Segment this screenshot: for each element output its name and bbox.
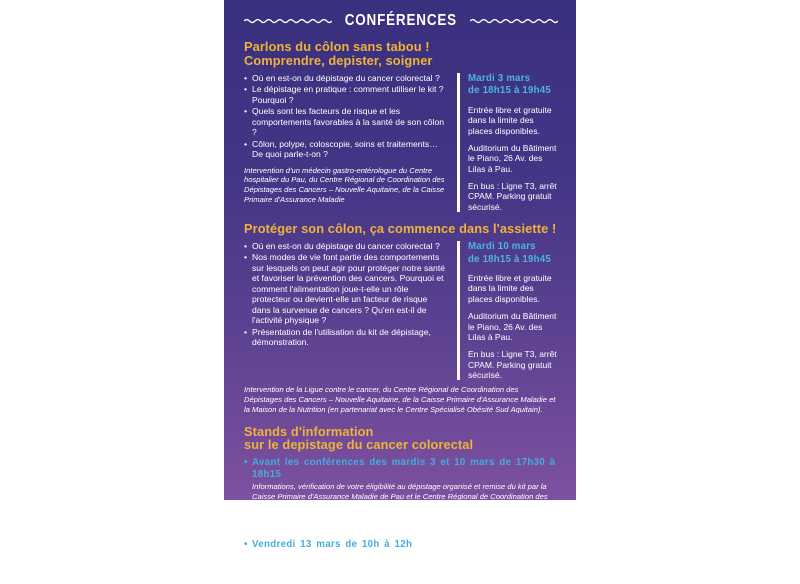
stand-item-1-note: Informations, vérification de votre éligibilité au dépistage organisé et remise du kit par la Caisse Primaire d'Assurance Maladie de Pau et le Centre Régional de Coordination des Dépistages des Cancers – Nouvelle Aquitaine [252, 482, 548, 512]
stands-heading [244, 425, 558, 453]
section-1-heading-line-2: Comprendre, depister, soigner [244, 52, 433, 68]
stands-heading-line-2: sur le depistage du cancer colorectal [244, 437, 474, 453]
section-1-heading-line-1: Parlons du côlon sans tabou ! [244, 39, 430, 54]
stand-item-2 [244, 539, 558, 583]
bullet-item: • Nos modes de vie font partie des comportements sur lesquels on peut agir pour protéger notre santé et favoriser la prévention des cancers. Pourquoi et comment l'alimentation joue-t-elle un rôle protecteur ou devient-elle un facteur de risque dans la survenue de cancers ? Qu'en est-il de l'activité physique ? [244, 252, 448, 325]
section-2-event-date [468, 241, 558, 266]
section-2-heading-line-1: Protéger son côlon, ça commence dans l'assiette ! [244, 221, 557, 237]
bullet-item: • Où en est-on du dépistage du cancer colorectal ? [244, 241, 448, 251]
section-1-speaker-note: Intervention d'un médecin gastro-entérologue du Centre hospitalier du Pau, du Centre Régional de Coordination des Dépistages des Cancers – Nouvelle Aquitaine, de la Caisse Primaire d'Assurance Maladie [244, 165, 445, 204]
flyer-poster [224, 0, 576, 584]
bullet-item: • Côlon, polype, coloscopie, soins et traitements… De quoi parle-t-on ? [244, 139, 448, 160]
event-date-line-2: de 18h15 à 19h45 [468, 85, 551, 97]
wave-divider-left-icon [244, 17, 332, 25]
conference-section-1 [244, 40, 558, 212]
event-paragraph-venue: Auditorium du Bâtiment le Piano, 26 Av. des Lilas à Pau. [468, 142, 557, 174]
section-2-bullet-list [244, 241, 448, 348]
event-date-line-1: Mardi 10 mars [468, 240, 536, 252]
event-paragraph-admission: Entrée libre et gratuite dans la limite des places disponibles. [468, 273, 552, 304]
wave-divider-right-icon [470, 17, 558, 25]
stand-item-1-title: • Avant les conférences des mardis 3 et 10 mars de 17h30 à 18h15 [244, 457, 558, 481]
section-2-event-panel [457, 241, 558, 380]
event-paragraph-transport: En bus : Ligne T3, arrêt CPAM. Parking gratuit sécurisé. [468, 349, 557, 380]
stands-section [244, 425, 558, 584]
section-2-heading [244, 222, 558, 236]
title-row [244, 12, 558, 30]
event-paragraph-admission: Entrée libre et gratuite dans la limite des places disponibles. [468, 104, 552, 136]
section-1-bullet-list [244, 73, 448, 160]
bullet-item: • Présentation de l'utilisation du kit de dépistage, démonstration. [244, 327, 448, 348]
conferences-title: CONFÉRENCES [344, 12, 458, 29]
section-1-columns [244, 73, 558, 212]
section-1-topics [244, 73, 448, 212]
stand-item-2-detail: Halles de Pau, 8 rue Carnot à Pau. [252, 573, 384, 584]
section-2-speaker-note: Intervention de la Ligue contre le cancer, du Centre Régional de Coordination des Dépistages des Cancers – Nouvelle Aquitaine, de la Caisse Primaire d'Assurance Maladie et la Maison de la Nutrition (en partenariat avec le Centre Spécialisé Obésité Sud Aquitain). [244, 385, 556, 414]
section-1-heading [244, 40, 558, 68]
event-paragraph-venue: Auditorium du Bâtiment le Piano, 26 Av. des Lilas à Pau. [468, 311, 557, 342]
stand-item-2-note: Informations, vérification de votre éligibilité au dépistage organisé et modalités pour remise du kit par la Caisse Primaire d'Assurance Maladie de Pau. [252, 552, 558, 572]
stand-item-1-detail: Hall du bâtiment Le Piano, 26 avenue des Lilas à Pau - En bus : Ligne T3, arrêt CPAM | Parking gratuit sécurisé. [252, 512, 551, 534]
section-1-event-panel [457, 73, 558, 212]
event-date-line-1: Mardi 3 mars [468, 72, 531, 84]
section-2-topics [244, 241, 448, 380]
event-paragraph-transport: En bus : Ligne T3, arrêt CPAM. Parking gratuit sécurisé. [468, 181, 557, 212]
conference-section-2 [244, 222, 558, 414]
stand-item-2-title: • Vendredi 13 mars de 10h à 12h [244, 539, 558, 551]
bullet-item: • Le dépistage en pratique : comment utiliser le kit ? Pourquoi ? [244, 84, 448, 105]
bullet-item: • Quels sont les facteurs de risque et les comportements favorables à la santé de son côlon ? [244, 106, 448, 137]
stand-item-1 [244, 457, 558, 534]
event-date-line-2: de 18h15 à 19h45 [468, 253, 551, 265]
stands-heading-line-1: Stands d'information [244, 423, 374, 439]
section-1-event-date [468, 73, 558, 98]
bullet-item: • Où en est-on du dépistage du cancer colorectal ? [244, 73, 448, 83]
section-2-columns [244, 241, 558, 380]
